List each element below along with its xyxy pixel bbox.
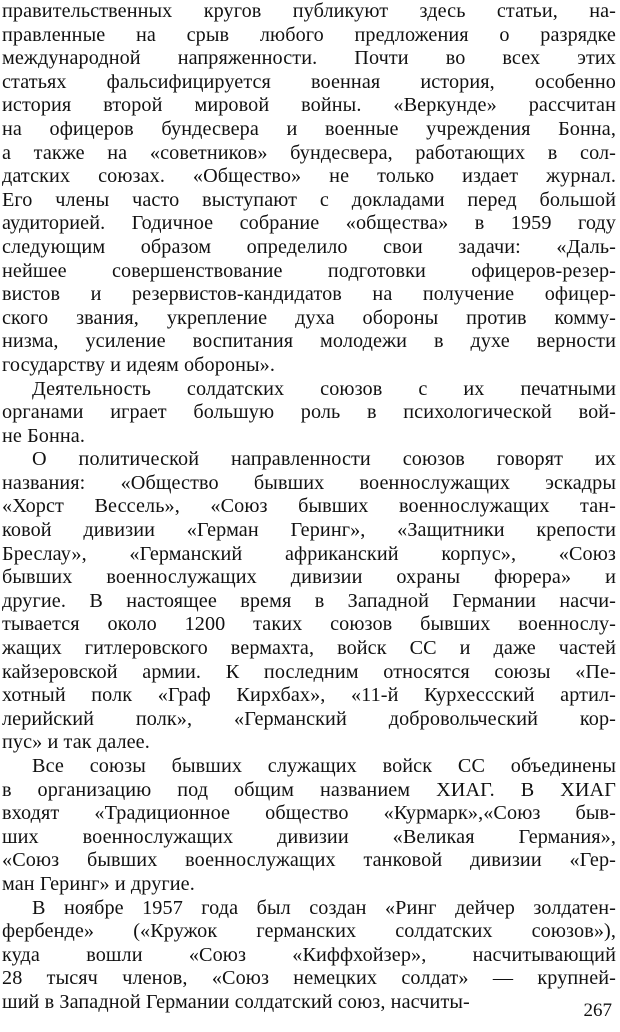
text-line: ковой дивизии «Герман Геринг», «Защитники крепости (2, 519, 616, 542)
text-line: 28 тысяч членов, «Союз немецких солдат» — крупней- (2, 967, 616, 990)
text-line: «Хорст Вессель», «Союз бывших военнослужащих тан- (2, 495, 616, 518)
text-line: Деятельность солдатских союзов с их печатными (32, 377, 616, 400)
text-line: О политической направленности союзов говорят их (32, 448, 616, 471)
text-line: государству и идеям обороны». (2, 353, 276, 376)
text-line: бывших военнослужащих дивизии охраны фюрера» и (2, 566, 616, 589)
text-line: нейшее совершенствование подготовки офицеров-резер- (2, 259, 616, 282)
text-line: лерийский полк», «Германский добровольческий кор- (2, 707, 616, 730)
body-text (2, 0, 616, 1015)
text-line: фербенде» («Кружок германских солдатских союзов»), (2, 920, 616, 943)
text-line: куда вошли «Союз «Киффхойзер», насчитывающий (2, 943, 616, 966)
paragraph (2, 378, 616, 449)
text-line: «Союз бывших военнослужащих танковой дивизии «Гер- (2, 849, 616, 872)
text-line: жащих гитлеровского вермахта, войск СС и даже частей (2, 637, 616, 660)
text-line: ший в Западной Германии солдатский союз, насчиты- (2, 990, 470, 1013)
text-line: органами играет большую роль в психологической вой- (2, 401, 616, 424)
text-line: следующим образом определило свои задачи: «Даль- (2, 235, 616, 258)
text-line: датских союзах. «Общество» не только издает журнал. (2, 165, 616, 188)
text-line: статьях фальсифицируется военная история, особенно (2, 70, 616, 93)
text-line: а также на «советников» бундесвера, работающих в сол- (2, 141, 616, 164)
paragraph (2, 755, 616, 897)
text-line: входят «Традиционное общество «Курмарк»,«Союз быв- (2, 802, 616, 825)
text-line: в организацию под общим названием ХИАГ. В ХИАГ (2, 778, 616, 801)
text-line: история второй мировой войны. «Веркунде» рассчитан (2, 94, 616, 117)
paragraph (2, 448, 616, 755)
text-line: не Бонна. (2, 424, 86, 447)
text-line: правленные на срыв любого предложения о разрядке (2, 23, 616, 46)
text-line: В ноябре 1957 года был создан «Ринг дейчер золдатен- (32, 896, 616, 919)
text-line: Его члены часто выступают с докладами перед большой (2, 188, 616, 211)
text-line: низма, усиление воспитания молодежи в духе верности (2, 330, 616, 353)
text-line: тывается около 1200 таких союзов бывших военнослу- (2, 613, 616, 636)
page-number: 267 (583, 1000, 612, 1021)
text-line: ского звания, укрепление духа обороны против комму- (2, 306, 616, 329)
text-line: хотный полк «Граф Кирхбах», «11-й Курхессский артил- (2, 684, 616, 707)
paragraph (2, 0, 616, 378)
paragraph (2, 897, 616, 1015)
text-line: названия: «Общество бывших военнослужащих эскадры (2, 471, 616, 494)
text-line: другие. В настоящее время в Западной Германии насчи- (2, 589, 616, 612)
text-line: на офицеров бундесвера и военные учреждения Бонна, (2, 117, 616, 140)
text-line: Бреслау», «Германский африканский корпус», «Союз (2, 542, 616, 565)
text-line: Все союзы бывших служащих войск СС объединены (32, 755, 616, 777)
text-line: аудиторией. Годичное собрание «общества» в 1959 году (2, 212, 616, 235)
text-line: ман Геринг» и другие. (2, 872, 195, 895)
text-line: правительственных кругов публикуют здесь статьи, на- (2, 0, 616, 22)
text-line: вистов и резервистов-кандидатов на получение офицер- (2, 283, 616, 306)
text-line: кайзеровской армии. К последним относятся союзы «Пе- (2, 660, 616, 683)
text-line: международной напряженности. Почти во всех этих (2, 47, 616, 70)
text-line: пус» и так далее. (2, 731, 150, 754)
text-line: ших военнослужащих дивизии «Великая Германия», (2, 825, 616, 848)
